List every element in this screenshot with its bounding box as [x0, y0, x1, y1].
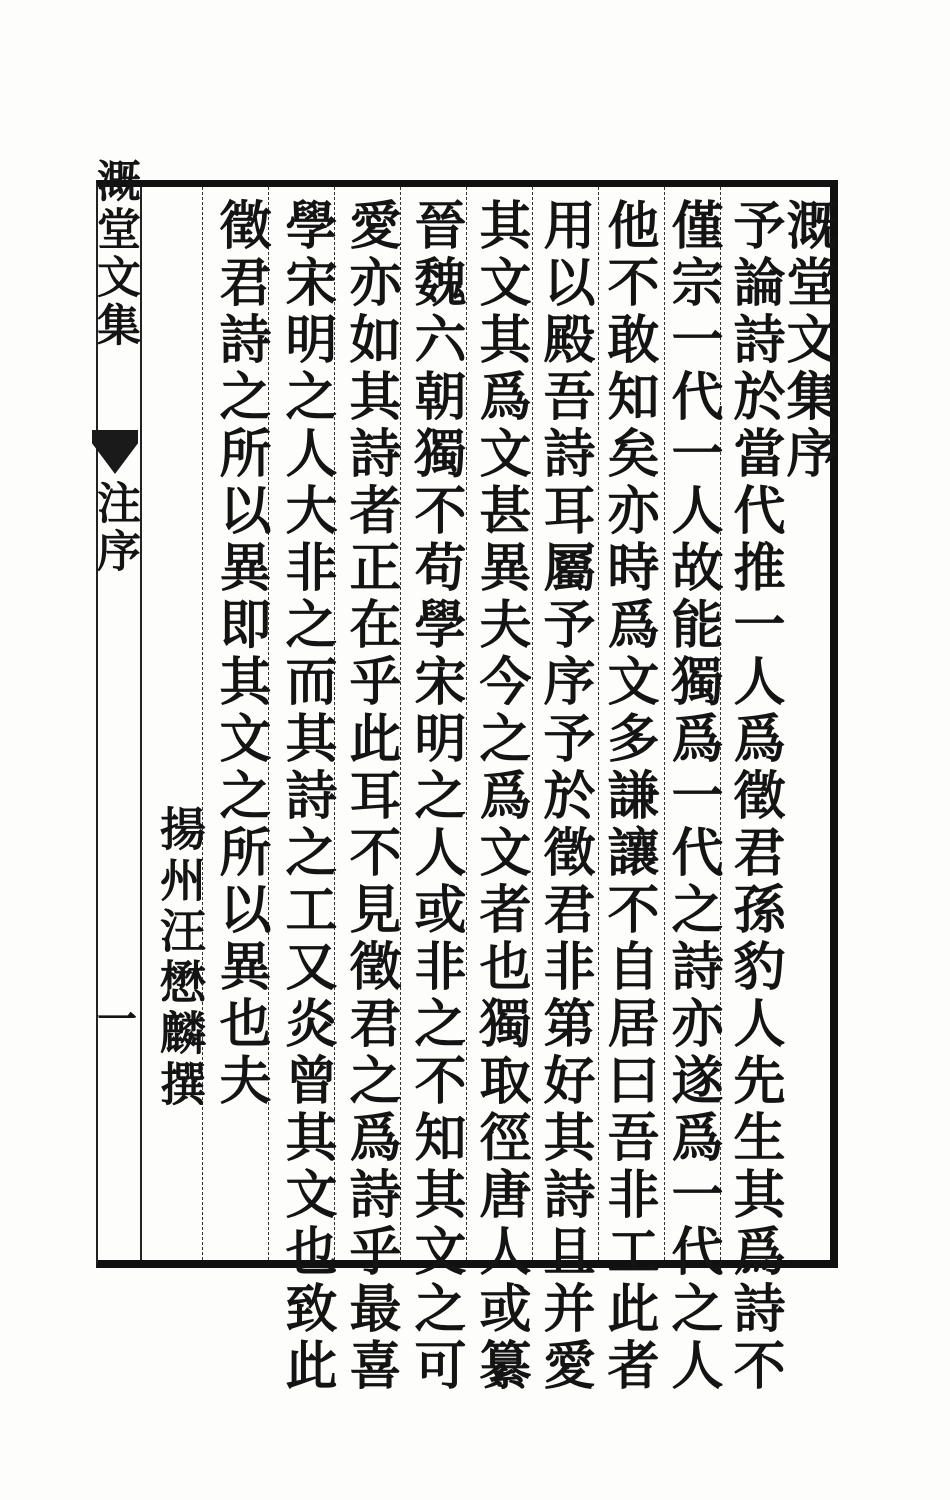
- text-column-1: 予論詩於當代推一人爲徵君孫豹人先生其爲詩不: [724, 198, 785, 1395]
- column-rule: [532, 187, 533, 1260]
- text-column-5: 其文其爲文甚異夫今之爲文者也獨取徑唐人或纂: [470, 198, 531, 1395]
- text-column-7: 愛亦如其詩者正在乎此耳不見徵君之爲詩乎最喜: [340, 198, 401, 1395]
- preface-title: 溉堂文集序: [777, 198, 838, 483]
- text-column-8: 學宋明之人大非之而其詩之工又炎曾其文也致此: [276, 198, 337, 1395]
- text-column-3: 他不敢知矣亦時爲文多謙讓不自居曰吾非工此者: [598, 198, 659, 1395]
- text-column-6: 晉魏六朝獨不苟學宋明之人或非之不知其文之可: [405, 198, 466, 1395]
- banxin-divider: [140, 187, 142, 1260]
- author-byline: 揚州汪懋麟撰: [153, 805, 207, 1111]
- page-number: 一: [97, 996, 137, 1043]
- text-column-2: 僅宗一代一人故能獨爲一代之詩亦遂爲一代之人: [662, 198, 723, 1395]
- text-column-9: 徵君詩之所以異即其文之所以異也夫: [210, 198, 271, 1110]
- banxin-title: 溉堂文集: [89, 158, 140, 350]
- text-column-4: 用以殿吾詩耳屬予序予於徵君非第好其詩且并愛: [534, 198, 595, 1395]
- banxin-section: 注序: [89, 480, 140, 576]
- column-rule: [466, 187, 467, 1260]
